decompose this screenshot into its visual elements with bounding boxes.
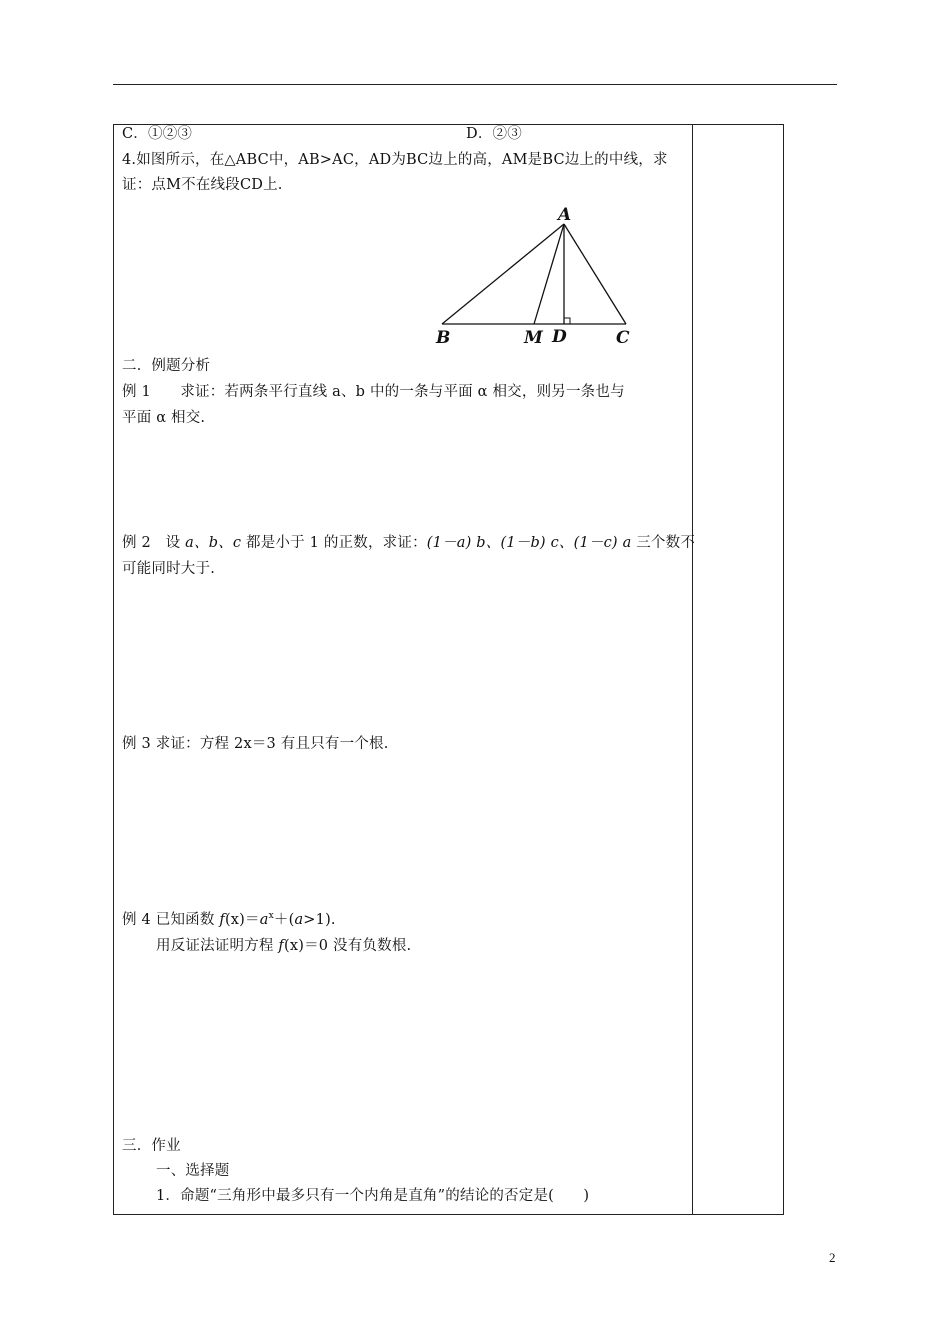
example4-line2-f: f bbox=[278, 938, 284, 954]
table-column-divider bbox=[692, 124, 693, 1215]
label-C: C bbox=[616, 328, 630, 348]
option-d: D．②③ bbox=[466, 126, 522, 142]
label-D: D bbox=[552, 327, 567, 347]
example2-line2: 可能同时大于. bbox=[122, 561, 216, 577]
example4-f: f bbox=[219, 912, 225, 928]
example3: 例 3 求证：方程 2x＝3 有且只有一个根. bbox=[122, 736, 389, 752]
example4-rest: ＋( bbox=[273, 912, 295, 928]
example2-prefix: 例 2 设 bbox=[122, 535, 186, 551]
label-M: M bbox=[524, 328, 543, 348]
example2-suffix: 三个数不 bbox=[631, 535, 696, 551]
q4-line2: 证：点M不在线段CD上. bbox=[122, 177, 283, 193]
label-A: A bbox=[558, 205, 572, 225]
homework-q1: 1．命题“三角形中最多只有一个内角是直角”的结论的否定是( ) bbox=[156, 1188, 590, 1204]
option-c: C．①②③ bbox=[122, 126, 193, 142]
median-AM bbox=[534, 224, 564, 324]
example4-line2-prefix: 用反证法证明方程 bbox=[156, 938, 279, 954]
example2-vars: a、b、c bbox=[185, 535, 242, 551]
section2-heading: 二．例题分析 bbox=[122, 358, 211, 374]
q4-line1: 4.如图所示，在△ABC中，AB>AC，AD为BC边上的高，AM是BC边上的中线，求 bbox=[122, 152, 668, 168]
example2-expr: (1－a) b、(1－b) c、(1－c) a bbox=[426, 535, 632, 551]
section3-heading: 三．作业 bbox=[122, 1138, 181, 1154]
header-rule bbox=[113, 84, 837, 85]
side-AB bbox=[442, 224, 564, 324]
example4-fx: (x) bbox=[224, 912, 246, 928]
example1-line2: 平面 α 相交. bbox=[122, 410, 206, 426]
example2-line1 bbox=[122, 534, 695, 552]
example4-line2 bbox=[156, 937, 411, 955]
example4-line1 bbox=[122, 911, 336, 929]
example4-a2: a bbox=[294, 912, 304, 928]
example4-line2-rest: (x)＝0 没有负数根. bbox=[284, 938, 412, 954]
page-number: 2 bbox=[829, 1250, 836, 1265]
example2-mid: 都是小于 1 的正数，求证： bbox=[241, 535, 427, 551]
example4-end: >1). bbox=[303, 912, 336, 928]
side-AC bbox=[564, 224, 626, 324]
section3-subheading: 一、选择题 bbox=[156, 1163, 230, 1179]
example4-exponent: x bbox=[268, 911, 274, 921]
triangle-figure bbox=[430, 200, 650, 350]
right-angle-mark bbox=[564, 318, 570, 324]
example4-eq: ＝ bbox=[245, 912, 260, 928]
example1-line1: 例 1 求证：若两条平行直线 a、b 中的一条与平面 α 相交，则另一条也与 bbox=[122, 384, 625, 400]
example4-a: a bbox=[259, 912, 269, 928]
label-B: B bbox=[436, 328, 451, 348]
example4-prefix: 例 4 已知函数 bbox=[122, 912, 220, 928]
